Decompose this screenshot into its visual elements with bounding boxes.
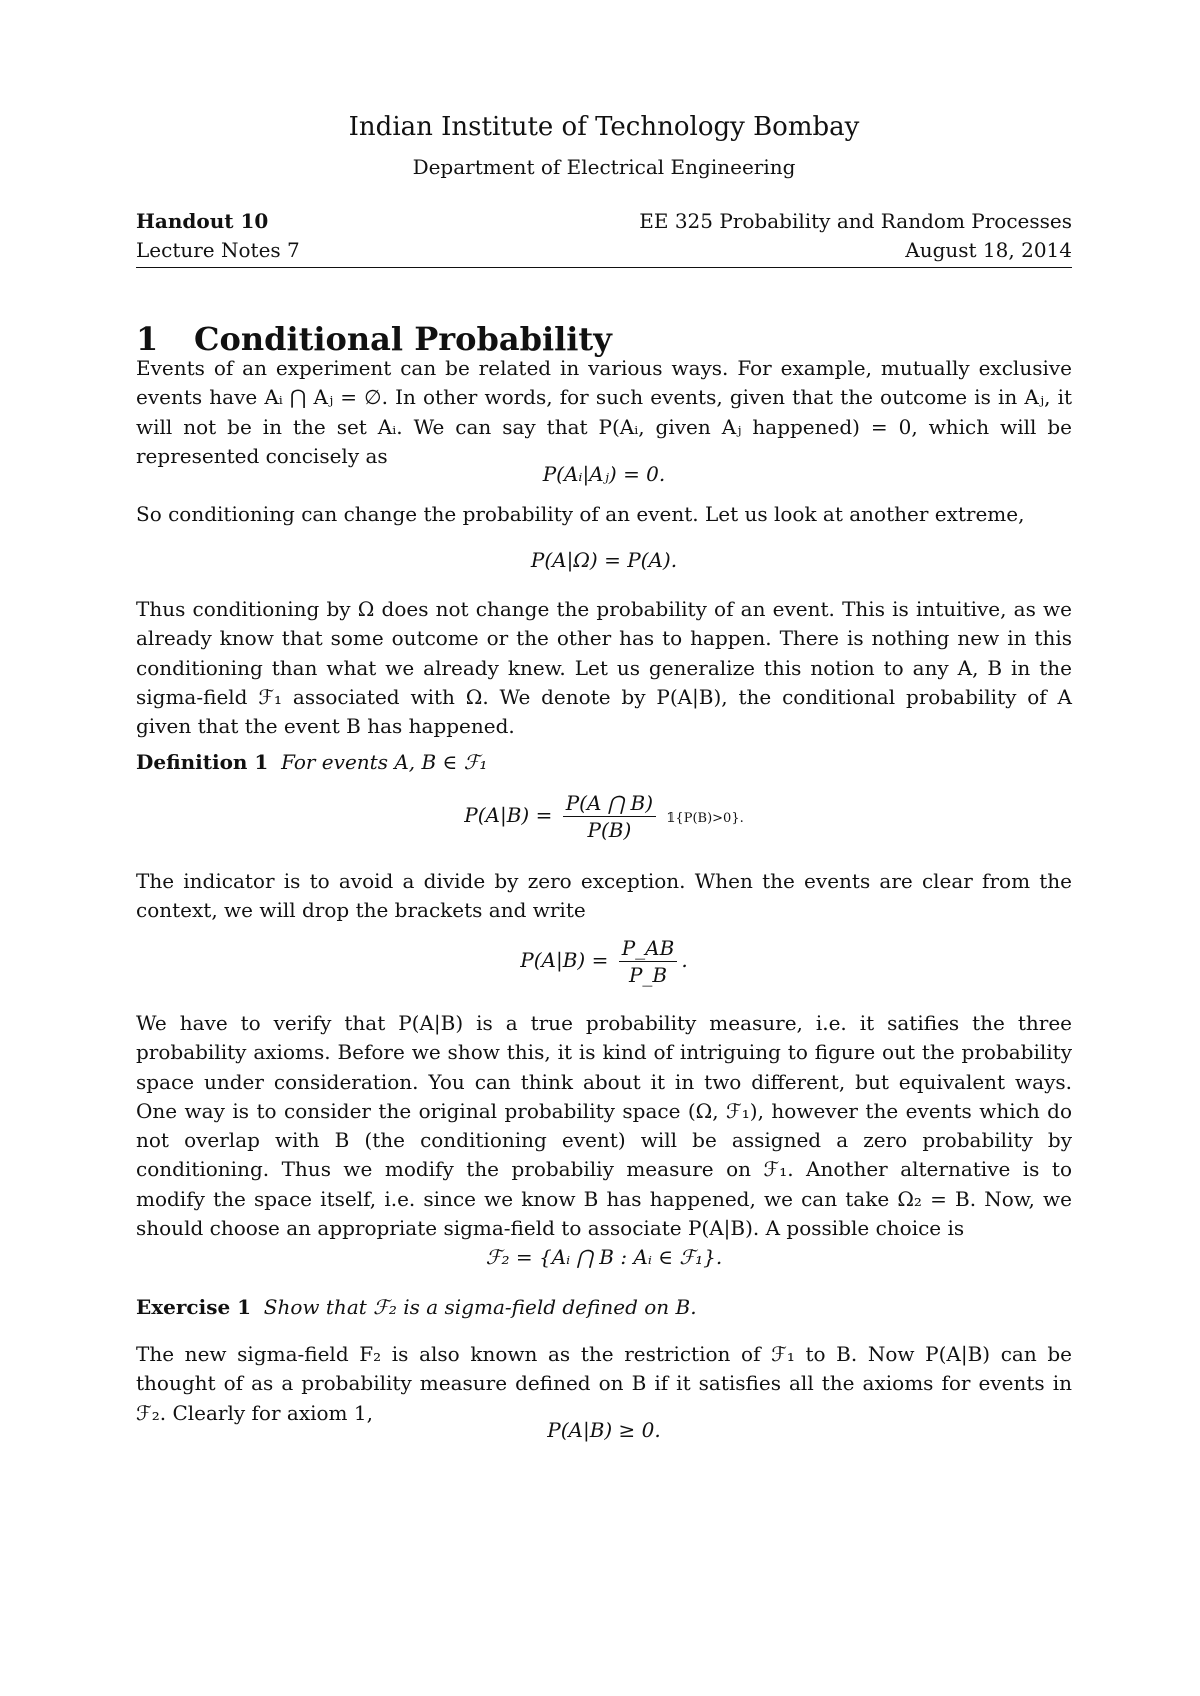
section-number: 1 [136,320,159,358]
definition-1 [136,748,1072,777]
paragraph-1: Events of an experiment can be related in various ways. For example, mutually exclusive events have Aᵢ ⋂ Aⱼ = ∅. In other words, for such events, given that the outcome is in Aⱼ, it will not be in the set Aᵢ. We can say that P(Aᵢ, given Aⱼ happened) = 0, which will be represented concisely as [136,356,1072,468]
equation-3-indicator: 𝟙{P(B)>0}. [666,811,744,826]
header-divider [136,267,1072,268]
equation-5: ℱ₂ = {Aᵢ ⋂ B : Aᵢ ∈ ℱ₁}. [485,1245,723,1269]
equation-4-lhs: P(A|B) = [520,948,609,972]
department-name: Department of Electrical Engineering [412,155,796,179]
equation-3 [136,790,1072,843]
course-name: EE 325 Probability and Random Processes [639,209,1072,233]
equation-4-period: . [681,948,688,972]
equation-3-lhs: P(A|B) = [464,803,553,827]
equation-3-numerator: P(A ⋂ B) [563,790,656,817]
paragraph-3: Thus conditioning by Ω does not change the probability of an event. This is intuitive, as we already know that some outcome or the other has to happen. There is nothing new in this conditioning than what we already knew. Let us generalize this notion to any A, B in the sigma-field ℱ₁ associated with Ω. We denote by P(A|B), the conditional probability of A given that the event B has happened. [136,597,1072,739]
equation-6: P(A|B) ≥ 0. [547,1418,661,1442]
exercise-1 [136,1293,1072,1322]
equation-1: P(Aᵢ|Aⱼ) = 0. [542,462,666,486]
equation-4-numerator: P_AB [619,935,678,962]
paragraph-2: So conditioning can change the probability of an event. Let us look at another extreme, [136,502,1025,526]
definition-label: Definition 1 [136,750,269,774]
paragraph-6: The new sigma-field F₂ is also known as the restriction of ℱ₁ to B. Now P(A|B) can be thought of as a probability measure defined on B if it satisfies all the axioms for events in ℱ₂. Clearly for axiom 1, [136,1342,1072,1425]
institute-name: Indian Institute of Technology Bombay [348,112,860,142]
exercise-label: Exercise 1 [136,1295,252,1319]
handout-number: Handout 10 [136,209,269,233]
document-page [136,0,1072,1696]
definition-text: For events A, B ∈ ℱ₁ [281,750,488,774]
equation-2: P(A|Ω) = P(A). [530,548,678,572]
date-label: August 18, 2014 [905,238,1072,262]
section-heading [136,320,612,358]
lecture-notes-label: Lecture Notes 7 [136,238,300,262]
section-title: Conditional Probability [194,320,612,358]
paragraph-5: We have to verify that P(A|B) is a true probability measure, i.e. it satifies the three probability axioms. Before we show this, it is kind of intriguing to figure out the probability space under consideration. You can think about it in two different, but equivalent ways. One way is to consider the original probability space (Ω, ℱ₁), however the events which do not overlap with B (the conditioning event) will be assigned a zero probability by conditioning. Thus we modify the probabiliy measure on ℱ₁. Another alternative is to modify the space itself, i.e. since we know B has happened, we can take Ω₂ = B. Now, we should choose an appropriate sigma-field to associate P(A|B). A possible choice is [136,1011,1072,1241]
equation-4 [136,935,1072,988]
paragraph-4: The indicator is to avoid a divide by zero exception. When the events are clear from the context, we will drop the brackets and write [136,869,1072,923]
equation-3-denominator: P(B) [587,818,632,842]
equation-3-fraction [563,790,656,843]
equation-4-denominator: P_B [628,963,668,987]
exercise-text: Show that ℱ₂ is a sigma-field defined on B. [263,1295,697,1319]
equation-4-fraction [619,935,678,988]
